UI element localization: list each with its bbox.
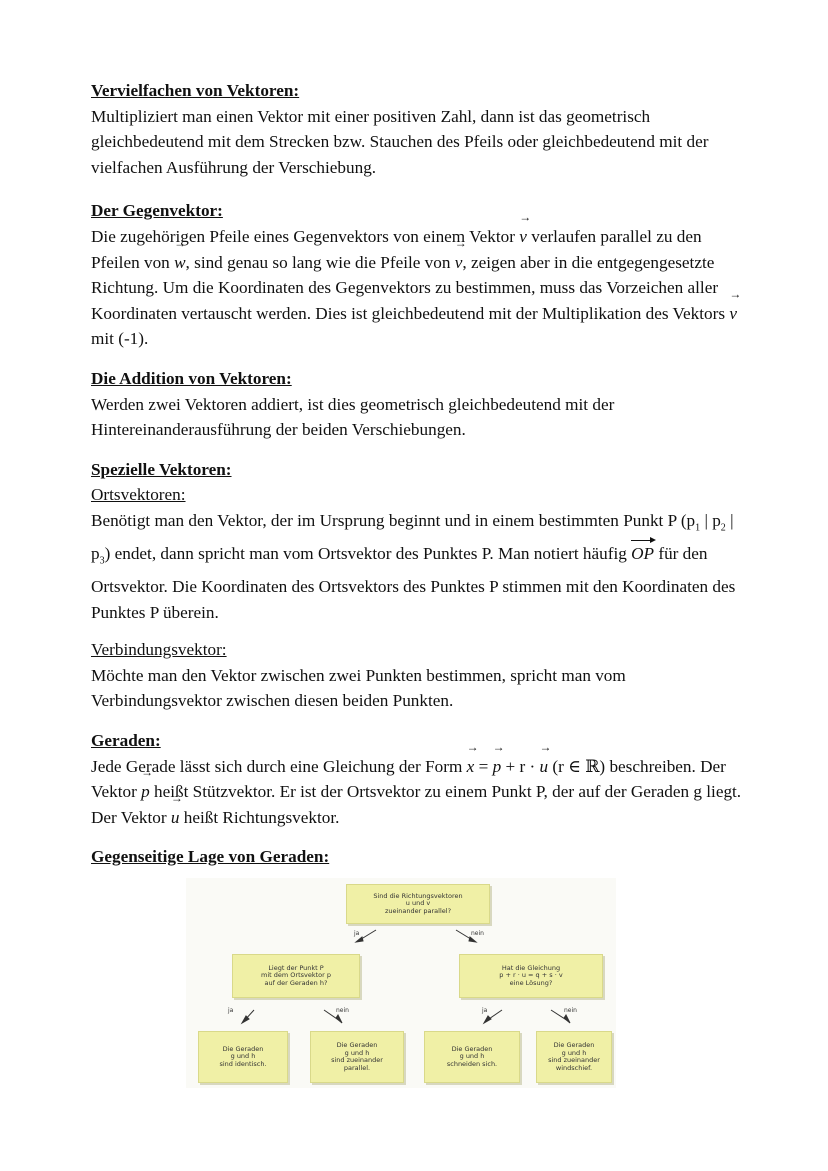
heading-spezielle: Spezielle Vektoren:	[91, 459, 232, 479]
document-body	[91, 78, 751, 870]
section-lage	[91, 844, 751, 870]
section-addition	[91, 366, 751, 443]
text-ortsvektoren: Benötigt man den Vektor, der im Ursprung beginnt und in einem bestimmten Punkt P ($p_1$ | $p_2$ | $p_3$) endet, dann spricht man vom Ortsvektor des Punktes P. Man notiert häufig OP für den Ortsvektor. Die Koordinaten des Ortsvektors des Punktes P stimmen mit den Koordinaten des Punktes P überein.	[91, 510, 736, 622]
text-addition: Werden zwei Vektoren addiert, ist dies geometrisch gleichbedeutend mit der Hintereinanderausführung der beiden Verschiebungen.	[91, 394, 615, 440]
arrowhead-top-nein	[469, 937, 476, 942]
vector-op: OP	[631, 541, 654, 567]
label-nein: nein	[564, 1007, 577, 1014]
flow-result-identisch: Die Geraden g und h sind identisch.	[198, 1031, 288, 1083]
section-vervielfachen	[91, 78, 751, 180]
flow-box-punkt-p: Liegt der Punkt P mit dem Ortsvektor p auf der Geraden h?	[232, 954, 360, 998]
vector-v: → v	[729, 301, 737, 327]
vector-u: → u	[539, 754, 548, 780]
arrowhead-right-nein	[564, 1015, 570, 1023]
arrowhead-left-nein	[336, 1015, 342, 1023]
vector-w: → w	[174, 250, 185, 276]
heading-lage: Gegenseitige Lage von Geraden:	[91, 847, 330, 867]
label-nein: nein	[471, 930, 484, 937]
arrowhead-right-ja	[484, 1016, 491, 1023]
subheading-verbindungsvektor: Verbindungsvektor:	[91, 640, 227, 660]
section-gegenvektor	[91, 198, 751, 352]
text-verbindungsvektor: Möchte man den Vektor zwischen zwei Punkten bestimmen, spricht man vom Verbindungsvektor zwischen diesen beiden Punkten.	[91, 665, 626, 711]
label-ja: ja	[228, 1007, 234, 1014]
heading-vervielfachen: Vervielfachen von Vektoren:	[91, 81, 300, 100]
arrowhead-top-ja	[356, 937, 363, 942]
label-ja: ja	[354, 930, 360, 937]
heading-geraden: Geraden:	[91, 730, 161, 750]
section-geraden	[91, 728, 751, 830]
vector-p: → p	[493, 754, 502, 780]
text-geraden: Jede Gerade lässt sich durch eine Gleichung der Form → x = → p + r · → u (r ∈ ℝ) beschreiben. Der Vektor → p heißt Stützvektor. Er ist der Ortsvektor zu einem Punkt P, der auf der Geraden g liegt. Der Vektor → u heißt Richtungsvektor.	[91, 754, 751, 831]
text-gegenvektor: Die zugehörigen Pfeile eines Gegenvektors von einem Vektor → v verlaufen parallel zu den Pfeilen von → w, sind genau so lang wie die Pfeile von → v, zeigen aber in die entgegengesetzte Richtung. Um die Koordinaten des Gegenvektors zu bestimmen, muss das Vorzeichen aller Koordinaten vertauscht werden. Dies ist gleichbedeutend mit der Multiplikation des Vektors → v mit (-1).	[91, 224, 751, 352]
flow-result-parallel: Die Geraden g und h sind zueinander parallel.	[310, 1031, 404, 1083]
flow-result-schneiden: Die Geraden g und h schneiden sich.	[424, 1031, 520, 1083]
heading-gegenvektor: Der Gegenvektor:	[91, 201, 223, 221]
label-nein: nein	[336, 1007, 349, 1014]
subheading-ortsvektoren: Ortsvektoren:	[91, 485, 186, 505]
vector-x: → x	[467, 754, 475, 780]
vector-v: → v	[519, 224, 527, 250]
flow-result-windschief: Die Geraden g und h sind zueinander windschief.	[536, 1031, 612, 1083]
flow-box-gleichung: Hat die Gleichung p + r · u = q + s · v eine Lösung?	[459, 954, 603, 998]
section-spezielle	[91, 457, 751, 714]
text-vervielfachen: Multipliziert man einen Vektor mit einer positiven Zahl, dann ist das geometrisch gleichbedeutend mit dem Strecken bzw. Stauchen des Pfeils oder gleichbedeutend mit der vielfachen Ausführung der Verschiebung.	[91, 106, 709, 177]
flow-box-parallel: Sind die Richtungsvektoren u und v zueinander parallel?	[346, 884, 490, 924]
heading-addition: Die Addition von Vektoren:	[91, 368, 292, 388]
vector-v: → v	[455, 250, 463, 276]
flowchart-lage-geraden	[186, 878, 616, 1088]
vector-u: → u	[171, 805, 180, 831]
vector-p: → p	[141, 779, 150, 805]
label-ja: ja	[482, 1007, 488, 1014]
